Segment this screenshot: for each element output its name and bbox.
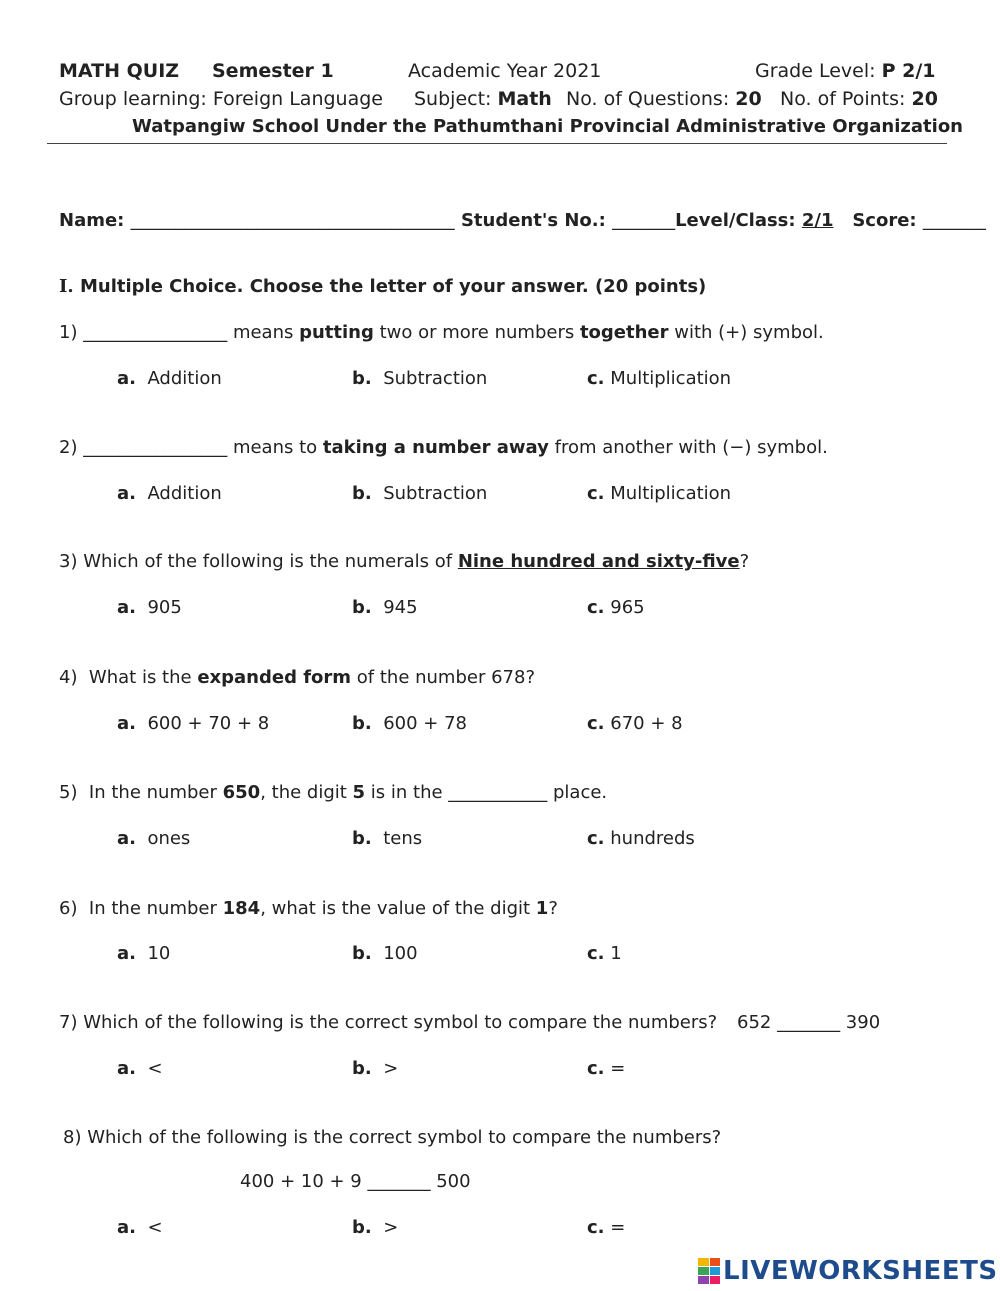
option-text: 1 bbox=[610, 943, 622, 964]
option-letter: b. bbox=[352, 368, 372, 389]
question-emphasis: 650 bbox=[222, 782, 261, 803]
option-letter: b. bbox=[352, 828, 372, 849]
question-2 bbox=[59, 437, 828, 458]
answer-blank[interactable]: ________________ bbox=[83, 322, 228, 343]
question-emphasis: together bbox=[579, 322, 669, 343]
class-value: 2/1 bbox=[801, 210, 834, 231]
option-letter: c. bbox=[587, 713, 605, 734]
option-letter: b. bbox=[352, 597, 372, 618]
q8-option-c[interactable] bbox=[587, 1217, 625, 1238]
option-text: Addition bbox=[147, 368, 222, 389]
option-letter: a. bbox=[117, 368, 136, 389]
q7-option-c[interactable] bbox=[587, 1058, 625, 1079]
question-emphasis: Nine hundred and sixty-five bbox=[457, 551, 740, 572]
option-letter: c. bbox=[587, 828, 605, 849]
header-divider bbox=[47, 143, 947, 144]
question-text: Which of the following is the correct symbol to compare the numbers? bbox=[77, 1012, 718, 1033]
semester: Semester 1 bbox=[212, 60, 334, 82]
logo-square bbox=[698, 1276, 709, 1284]
option-letter: c. bbox=[587, 943, 605, 964]
question-number: 1) bbox=[59, 322, 78, 343]
question-text: two or more numbers bbox=[373, 322, 580, 343]
student-no-label: Student's No.: bbox=[460, 210, 606, 231]
answer-blank[interactable]: ________________ bbox=[83, 437, 228, 458]
point-count bbox=[780, 88, 938, 110]
option-letter: b. bbox=[352, 713, 372, 734]
question-emphasis: expanded form bbox=[197, 667, 352, 688]
q1-option-a[interactable] bbox=[117, 368, 222, 389]
question-8 bbox=[63, 1127, 721, 1148]
option-letter: c. bbox=[587, 1058, 605, 1079]
option-letter: a. bbox=[117, 943, 136, 964]
q4-option-c[interactable] bbox=[587, 713, 683, 734]
q3-option-c[interactable] bbox=[587, 597, 645, 618]
question-4 bbox=[59, 667, 535, 688]
option-text: 670 + 8 bbox=[610, 713, 683, 734]
name-label: Name: bbox=[59, 210, 125, 231]
question-5 bbox=[59, 782, 607, 803]
q4-option-a[interactable] bbox=[117, 713, 269, 734]
question-text: is in the ___________ place. bbox=[365, 782, 608, 803]
option-letter: b. bbox=[352, 483, 372, 504]
question-text: ? bbox=[739, 551, 750, 572]
academic-year: Academic Year 2021 bbox=[408, 60, 602, 82]
option-text: > bbox=[383, 1058, 399, 1079]
q7-comparison: 652 _______ 390 bbox=[737, 1012, 881, 1033]
q6-option-a[interactable] bbox=[117, 943, 170, 964]
q8-comparison: 400 + 10 + 9 _______ 500 bbox=[240, 1171, 471, 1192]
option-text: 100 bbox=[383, 943, 418, 964]
question-text: means bbox=[227, 322, 300, 343]
question-text: of the number 678? bbox=[351, 667, 535, 688]
question-count bbox=[566, 88, 762, 110]
grade-label: Grade Level: bbox=[755, 60, 876, 82]
question-7 bbox=[59, 1012, 717, 1033]
student-no-field[interactable]: _______ bbox=[612, 210, 676, 231]
logo-square bbox=[698, 1267, 709, 1275]
student-info-line bbox=[59, 210, 986, 231]
question-text: In the number bbox=[77, 782, 223, 803]
option-letter: a. bbox=[117, 1217, 136, 1238]
option-text: < bbox=[147, 1058, 163, 1079]
section-roman: I. bbox=[59, 276, 74, 297]
option-letter: a. bbox=[117, 1058, 136, 1079]
option-letter: c. bbox=[587, 368, 605, 389]
question-emphasis: taking a number away bbox=[322, 437, 549, 458]
option-letter: a. bbox=[117, 828, 136, 849]
section-title bbox=[59, 276, 706, 297]
option-text: Subtraction bbox=[383, 483, 488, 504]
option-text: ones bbox=[147, 828, 191, 849]
option-text: < bbox=[147, 1217, 163, 1238]
q7-option-b[interactable] bbox=[352, 1058, 398, 1079]
q2-option-c[interactable] bbox=[587, 483, 731, 504]
question-emphasis: putting bbox=[299, 322, 374, 343]
question-emphasis: 5 bbox=[352, 782, 366, 803]
question-number: 5) bbox=[59, 782, 78, 803]
logo-square bbox=[710, 1276, 721, 1284]
option-text: Multiplication bbox=[610, 483, 732, 504]
q5-option-b[interactable] bbox=[352, 828, 422, 849]
option-letter: a. bbox=[117, 597, 136, 618]
option-text: = bbox=[610, 1058, 626, 1079]
option-letter: c. bbox=[587, 483, 605, 504]
question-number: 7) bbox=[59, 1012, 78, 1033]
question-number: 2) bbox=[59, 437, 78, 458]
q6-option-b[interactable] bbox=[352, 943, 418, 964]
class-label: Level/Class: bbox=[675, 210, 796, 231]
option-text: tens bbox=[383, 828, 423, 849]
grade-level bbox=[755, 60, 936, 82]
option-text: Subtraction bbox=[383, 368, 488, 389]
section-text: Multiple Choice. Choose the letter of your answer. (20 points) bbox=[79, 276, 707, 297]
grade-value: P 2/1 bbox=[881, 60, 936, 82]
q2-option-b[interactable] bbox=[352, 483, 487, 504]
quiz-title: MATH QUIZ bbox=[59, 60, 180, 82]
option-letter: c. bbox=[587, 1217, 605, 1238]
school-name: Watpangiw School Under the Pathumthani Provincial Administrative Organization bbox=[132, 116, 963, 137]
q1-option-b[interactable] bbox=[352, 368, 487, 389]
subject bbox=[414, 88, 552, 110]
q2-option-a[interactable] bbox=[117, 483, 222, 504]
question-text: from another with (−) symbol. bbox=[548, 437, 828, 458]
q3-option-b[interactable] bbox=[352, 597, 418, 618]
question-text: means to bbox=[227, 437, 323, 458]
option-text: 905 bbox=[147, 597, 182, 618]
question-number: 6) bbox=[59, 898, 78, 919]
option-text: = bbox=[610, 1217, 626, 1238]
option-text: 600 + 70 + 8 bbox=[147, 713, 270, 734]
question-text: What is the bbox=[77, 667, 198, 688]
question-emphasis: 1 bbox=[535, 898, 549, 919]
name-field[interactable]: ____________________________________ bbox=[130, 210, 455, 231]
option-text: > bbox=[383, 1217, 399, 1238]
q6-option-c[interactable] bbox=[587, 943, 622, 964]
option-text: Addition bbox=[147, 483, 222, 504]
subject-label: Subject: bbox=[414, 88, 492, 110]
q4-option-b[interactable] bbox=[352, 713, 467, 734]
option-text: Multiplication bbox=[610, 368, 732, 389]
option-letter: b. bbox=[352, 943, 372, 964]
subject-value: Math bbox=[497, 88, 552, 110]
question-text: Which of the following is the correct symbol to compare the numbers? bbox=[81, 1127, 722, 1148]
option-letter: a. bbox=[117, 483, 136, 504]
group-learning: Group learning: Foreign Language bbox=[59, 88, 383, 110]
q7-option-a[interactable] bbox=[117, 1058, 163, 1079]
question-text: with (+) symbol. bbox=[668, 322, 824, 343]
q3-option-a[interactable] bbox=[117, 597, 182, 618]
option-text: hundreds bbox=[610, 828, 695, 849]
question-6 bbox=[59, 898, 558, 919]
questions-label: No. of Questions: bbox=[566, 88, 730, 110]
question-number: 4) bbox=[59, 667, 78, 688]
liveworksheets-logo-icon bbox=[698, 1258, 720, 1284]
option-text: 965 bbox=[610, 597, 645, 618]
q8-option-b[interactable] bbox=[352, 1217, 398, 1238]
question-text: , what is the value of the digit bbox=[260, 898, 536, 919]
question-3 bbox=[59, 551, 749, 572]
option-letter: c. bbox=[587, 597, 605, 618]
points-value: 20 bbox=[911, 88, 938, 110]
option-letter: b. bbox=[352, 1058, 372, 1079]
q5-option-a[interactable] bbox=[117, 828, 190, 849]
logo-square bbox=[698, 1258, 709, 1266]
liveworksheets-logo-text: LIVEWORKSHEETS bbox=[723, 1256, 998, 1286]
q1-option-c[interactable] bbox=[587, 368, 731, 389]
option-letter: b. bbox=[352, 1217, 372, 1238]
question-number: 8) bbox=[63, 1127, 82, 1148]
logo-square bbox=[710, 1267, 721, 1275]
option-letter: a. bbox=[117, 713, 136, 734]
question-emphasis: 184 bbox=[222, 898, 261, 919]
option-text: 600 + 78 bbox=[383, 713, 467, 734]
score-field[interactable]: _______ bbox=[922, 210, 986, 231]
question-text: ? bbox=[548, 898, 558, 919]
liveworksheets-logo bbox=[698, 1256, 998, 1286]
question-number: 3) bbox=[59, 551, 78, 572]
option-text: 10 bbox=[147, 943, 171, 964]
question-text: Which of the following is the numerals of bbox=[77, 551, 458, 572]
q8-option-a[interactable] bbox=[117, 1217, 163, 1238]
q5-option-c[interactable] bbox=[587, 828, 695, 849]
question-text: , the digit bbox=[260, 782, 353, 803]
question-1 bbox=[59, 322, 824, 343]
logo-square bbox=[710, 1258, 721, 1266]
questions-value: 20 bbox=[735, 88, 762, 110]
score-label: Score: bbox=[852, 210, 917, 231]
option-text: 945 bbox=[383, 597, 418, 618]
points-label: No. of Points: bbox=[780, 88, 906, 110]
question-text: In the number bbox=[77, 898, 223, 919]
